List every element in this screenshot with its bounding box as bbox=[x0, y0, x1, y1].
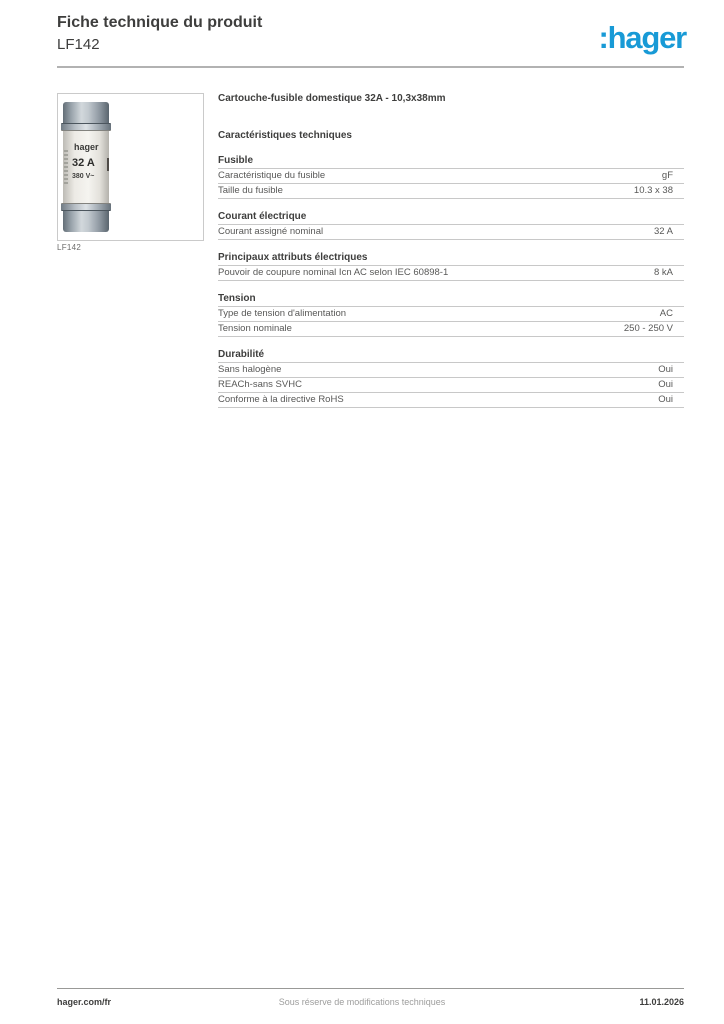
spec-value: AC bbox=[659, 308, 673, 319]
spec-row bbox=[218, 184, 684, 199]
spec-label: REACh-sans SVHC bbox=[218, 379, 302, 390]
spec-value: 8 kA bbox=[653, 267, 673, 278]
spec-row bbox=[218, 378, 684, 393]
fuse-bottom-flange bbox=[61, 203, 111, 211]
spec-section bbox=[218, 294, 684, 337]
fuse-side-marking bbox=[64, 150, 68, 184]
spec-section-title: Fusible bbox=[218, 156, 684, 169]
spec-value: 10.3 x 38 bbox=[633, 185, 673, 196]
spec-value: gF bbox=[661, 170, 673, 181]
page-title: Fiche technique du produit bbox=[57, 14, 263, 31]
characteristics-column bbox=[218, 93, 684, 408]
spec-value: Oui bbox=[658, 379, 673, 390]
spec-row bbox=[218, 169, 684, 184]
spec-value: Oui bbox=[658, 364, 673, 375]
spec-value: 250 - 250 V bbox=[623, 323, 673, 334]
characteristics-heading: Caractéristiques techniques bbox=[218, 130, 352, 141]
header-divider bbox=[57, 66, 684, 68]
product-image-caption: LF142 bbox=[57, 243, 82, 252]
spec-value: 32 A bbox=[653, 226, 673, 237]
product-reference: LF142 bbox=[57, 36, 100, 53]
spec-label: Tension nominale bbox=[218, 323, 292, 334]
spec-label: Caractéristique du fusible bbox=[218, 170, 326, 181]
fuse-brand-print: hager bbox=[74, 142, 99, 152]
spec-label: Courant assigné nominal bbox=[218, 226, 324, 237]
spec-sections bbox=[218, 156, 684, 408]
spec-label: Pouvoir de coupure nominal Icn AC selon IEC 60898-1 bbox=[218, 267, 449, 278]
spec-section-title: Principaux attributs électriques bbox=[218, 253, 684, 266]
footer-disclaimer: Sous réserve de modifications techniques bbox=[278, 997, 446, 1007]
spec-row bbox=[218, 225, 684, 240]
spec-row bbox=[218, 393, 684, 408]
fuse-ceramic-body bbox=[63, 131, 109, 203]
spec-section-title: Courant électrique bbox=[218, 212, 684, 225]
footer-website-link[interactable]: hager.com/fr bbox=[57, 997, 112, 1007]
spec-section-title: Tension bbox=[218, 294, 684, 307]
fuse-bottom-cap bbox=[63, 211, 109, 232]
spec-section bbox=[218, 156, 684, 199]
spec-row bbox=[218, 307, 684, 322]
product-description-title: Cartouche-fusible domestique 32A - 10,3x38mm bbox=[218, 93, 446, 104]
spec-label: Conforme à la directive RoHS bbox=[218, 394, 344, 405]
spec-section bbox=[218, 350, 684, 408]
spec-row bbox=[218, 266, 684, 281]
product-image-frame bbox=[57, 93, 204, 241]
spec-section bbox=[218, 253, 684, 281]
fuse-product-photo bbox=[63, 102, 109, 232]
fuse-top-cap bbox=[63, 102, 109, 123]
fuse-top-flange bbox=[61, 123, 111, 131]
spec-value: Oui bbox=[658, 394, 673, 405]
spec-section-title: Durabilité bbox=[218, 350, 684, 363]
spec-row bbox=[218, 322, 684, 337]
footer-divider bbox=[57, 988, 684, 989]
hager-logo: :hager bbox=[598, 20, 686, 55]
fuse-shadow-detail bbox=[107, 158, 109, 171]
spec-label: Type de tension d'alimentation bbox=[218, 308, 347, 319]
spec-label: Taille du fusible bbox=[218, 185, 283, 196]
spec-row bbox=[218, 363, 684, 378]
spec-label: Sans halogène bbox=[218, 364, 282, 375]
fuse-voltage-print: 380 V~ bbox=[72, 173, 95, 180]
fuse-rating-print: 32 A bbox=[72, 157, 95, 169]
spec-section bbox=[218, 212, 684, 240]
footer-date: 11.01.2026 bbox=[639, 997, 684, 1007]
